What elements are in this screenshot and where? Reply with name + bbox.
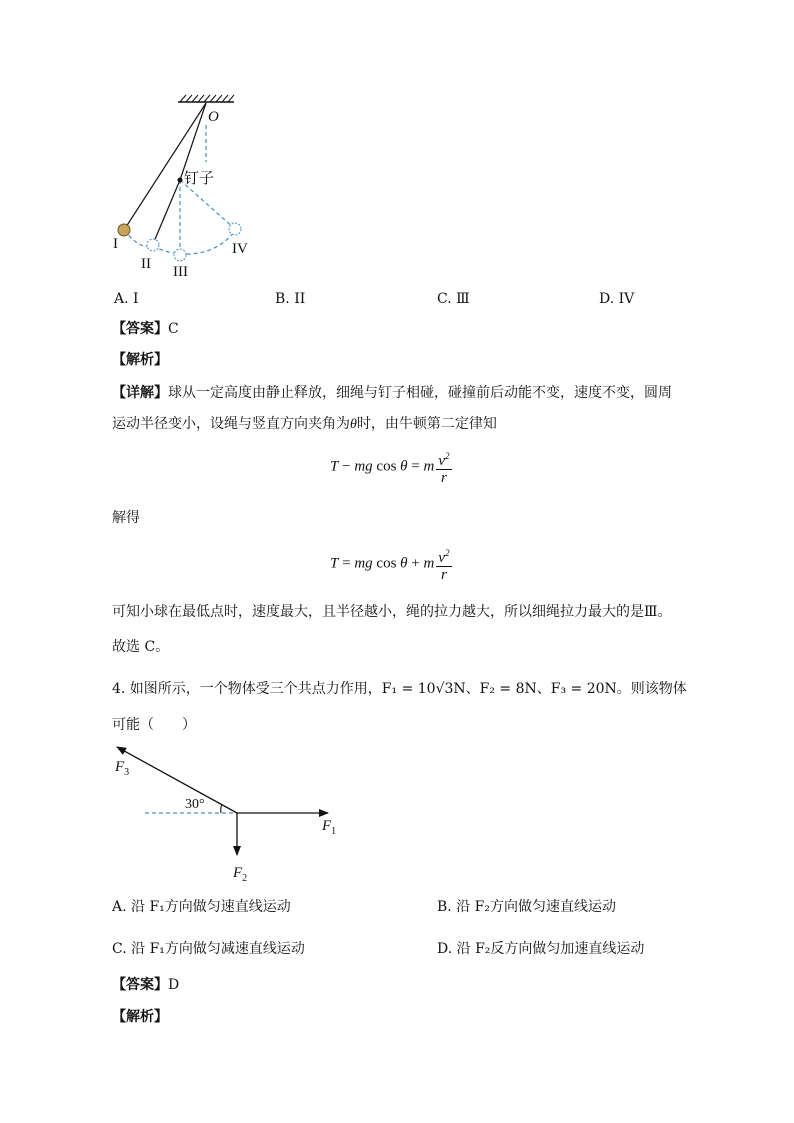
q4-option-a: A. 沿 F₁方向做匀速直线运动 <box>112 899 291 915</box>
q3-option-c: C. Ⅲ <box>437 291 470 307</box>
position-1-label: I <box>113 236 118 252</box>
equation-1: T − mg cos θ = m $\frac{v^2}{r}$ <box>330 448 452 486</box>
theta-symbol: θ <box>350 417 357 432</box>
f2-label: F <box>233 865 243 881</box>
answer-tag: 【答案】 <box>112 977 168 993</box>
q4-stem-line1: 4. 如图所示，一个物体受三个共点力作用，F₁ = 10√3N、F₂ = 8N、F₃ = 20N。则该物体 <box>112 681 687 697</box>
svg-text:F1 <box>321 818 336 837</box>
detail-text-2a: 运动半径变小，设绳与竖直方向夹角为 <box>112 416 350 432</box>
position-4-label: IV <box>232 241 248 257</box>
q3-analysis-tag: 【解析】 <box>112 352 168 368</box>
nail-label: 钉子 <box>184 169 215 187</box>
svg-text:F2 <box>232 865 247 884</box>
detail-tag: 【详解】 <box>112 385 168 401</box>
position-3-label: III <box>173 264 188 280</box>
q3-option-d: D. IV <box>599 291 635 307</box>
answer-value: C <box>168 321 179 337</box>
q4-option-d: D. 沿 F₂反方向做匀加速直线运动 <box>437 941 645 957</box>
f2-sub: 2 <box>242 873 248 884</box>
detail-text-2b: 时，由牛顿第二定律知 <box>356 416 497 432</box>
q4-option-b: B. 沿 F₂方向做匀速直线运动 <box>437 899 616 915</box>
q3-option-a: A. I <box>114 291 139 307</box>
f3-sub: 3 <box>124 767 130 778</box>
q3-conclusion: 可知小球在最低点时，速度最大，且半径越小，绳的拉力越大，所以细绳拉力最大的是Ⅲ。 <box>112 604 672 620</box>
answer-value: D <box>168 977 180 993</box>
q3-detail-line2 <box>112 414 497 435</box>
q3-answer <box>112 319 179 339</box>
f1-sub: 1 <box>331 826 337 837</box>
q4-answer <box>112 975 179 995</box>
f3-label: F <box>115 759 125 775</box>
f1-label: F <box>322 818 332 834</box>
q3-detail-line1 <box>112 383 672 403</box>
q4-stem-line2: 可能（ ） <box>112 717 196 733</box>
svg-text:F3 <box>114 759 129 778</box>
force-diagram <box>110 740 360 890</box>
q4-option-c: C. 沿 F₁方向做匀减速直线运动 <box>112 941 305 957</box>
detail-text-1: 球从一定高度由静止释放，细绳与钉子相碰，碰撞前后动能不变，速度不变，圆周 <box>168 385 672 401</box>
pendulum-diagram <box>100 90 300 290</box>
q3-option-b: B. II <box>275 291 306 307</box>
q3-choose: 故选 C。 <box>112 639 170 655</box>
position-2-label: II <box>141 256 151 272</box>
point-o-label: O <box>208 109 219 125</box>
angle-label: 30° <box>185 797 205 812</box>
equation-2: T = mg cos θ + m $\frac{v^2}{r}$ <box>330 545 452 583</box>
answer-tag: 【答案】 <box>112 321 168 337</box>
q4-analysis-tag: 【解析】 <box>112 1009 168 1025</box>
force-f3-arrow <box>117 747 237 813</box>
solve-word: 解得 <box>112 510 140 526</box>
equation-2-text <box>0 0 1 1</box>
